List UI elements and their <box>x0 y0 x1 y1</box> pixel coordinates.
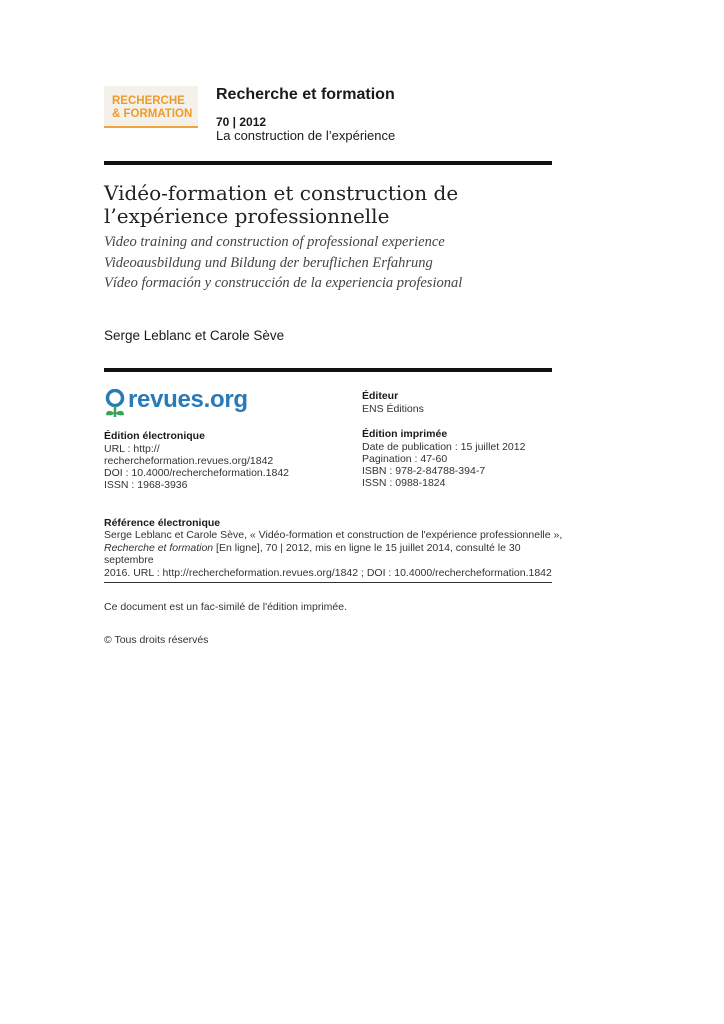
subtitle-german: Videoausbildung und Bildung der beruflichen Erfahrung <box>104 255 433 271</box>
issue-number: 70 | 2012 <box>216 115 267 129</box>
facsimile-note: Ce document est un fac-similé de l'édition imprimée. <box>104 601 348 613</box>
edition-issn: ISSN : 1968-3936 <box>104 479 188 491</box>
reference-line-2-rest: [En ligne], 70 | 2012, mis en ligne le 15 juillet 2014, consulté le 30 septembre <box>104 541 521 566</box>
top-divider <box>104 161 552 165</box>
logo-line-2: & FORMATION <box>112 108 193 120</box>
journal-title: Recherche et formation <box>216 86 395 103</box>
subtitle-english: Video training and construction of professional experience <box>104 234 445 250</box>
reference-text <box>104 529 564 579</box>
rights-note: © Tous droits réservés <box>104 634 209 646</box>
article-authors: Serge Leblanc et Carole Sève <box>104 328 285 343</box>
reference-journal-title: Recherche et formation <box>104 541 214 554</box>
issue-theme: La construction de l’expérience <box>216 128 396 143</box>
revues-logo-text: revues.org <box>128 386 248 413</box>
logo-line-1: RECHERCHE <box>112 95 185 107</box>
editeur-heading: Éditeur <box>362 390 399 402</box>
journal-logo <box>104 86 198 128</box>
reference-line-1: Serge Leblanc et Carole Sève, « Vidéo-formation et construction de l'expérience professionnelle », <box>104 529 563 541</box>
edition-electronique-block <box>104 430 289 491</box>
revues-flower-icon <box>104 389 128 419</box>
edition-imprimee-heading: Édition imprimée <box>362 428 448 440</box>
publication-date: Date de publication : 15 juillet 2012 <box>362 441 526 453</box>
pagination: Pagination : 47-60 <box>362 453 448 465</box>
edition-url-label: URL : http:// <box>104 443 160 455</box>
edition-electronique-heading: Édition électronique <box>104 430 205 442</box>
reference-heading: Référence électronique <box>104 517 221 529</box>
editeur-block <box>362 390 424 415</box>
edition-url-link[interactable]: rechercheformation.revues.org/1842 <box>104 455 274 467</box>
edition-imprimee-block <box>362 428 525 489</box>
article-title: Vidéo-formation et construction de l’expérience professionnelle <box>104 181 459 228</box>
edition-doi: DOI : 10.4000/rechercheformation.1842 <box>104 467 290 479</box>
print-issn: ISSN : 0988-1824 <box>362 477 446 489</box>
subtitle-spanish: Vídeo formación y construcción de la experiencia profesional <box>104 275 463 291</box>
reference-line-2 <box>104 542 564 567</box>
reference-line-3: 2016. URL : http://rechercheformation.revues.org/1842 ; DOI : 10.4000/rechercheformation.1842 <box>104 566 552 579</box>
bottom-divider <box>104 582 552 583</box>
editeur-name: ENS Éditions <box>362 403 424 415</box>
isbn: ISBN : 978-2-84788-394-7 <box>362 465 486 477</box>
middle-divider <box>104 368 552 372</box>
